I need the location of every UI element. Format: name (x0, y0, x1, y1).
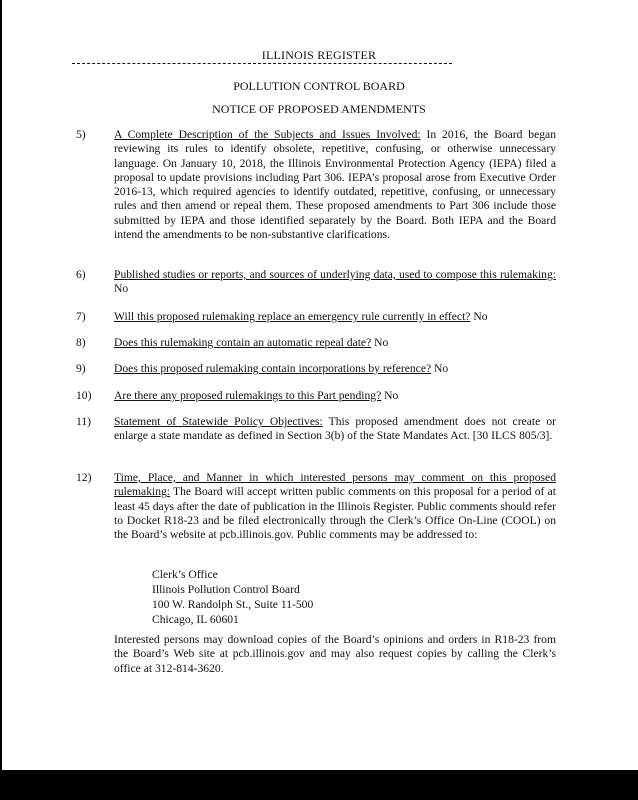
item-body: This proposed amendment does not create or enlarge a state mandate as defined in Section 3(b) of the State Mandates Act. [30 ILCS 805/3]. (114, 415, 557, 443)
item-number: 10) (76, 389, 92, 402)
item-8 (76, 336, 556, 350)
item-number: 5) (76, 128, 86, 141)
item-number: 6) (76, 268, 86, 281)
item-number: 8) (76, 336, 86, 349)
item-heading: Time, Place, and Manner in which interested persons may comment on this proposed rulemaking: (114, 471, 556, 499)
register-title: ILLINOIS REGISTER (261, 48, 377, 62)
item-heading: Statement of Statewide Policy Objectives: (114, 415, 323, 428)
board-name: POLLUTION CONTROL BOARD (233, 79, 405, 93)
item-5 (76, 128, 556, 242)
item-body: No (470, 310, 488, 323)
header-rule (72, 63, 452, 64)
item-body: No (371, 336, 389, 349)
item-heading: Does this proposed rulemaking contain incorporations by reference? (114, 362, 432, 375)
item-6 (76, 268, 556, 297)
address-line: Chicago, IL 60601 (152, 613, 239, 626)
address-line: Illinois Pollution Control Board (152, 583, 300, 596)
item-7 (76, 310, 556, 324)
item-11 (76, 415, 556, 444)
item-number: 12) (76, 471, 92, 484)
item-body: No (431, 362, 449, 375)
item-body: In 2016, the Board began reviewing its rules to identify obsolete, repetitive, confusing, or otherwise unnecessary language. On January 10, 2018, the Illinois Environmental Protection Agency (IEPA) filed a proposal to update provisions including Part 306. IEPA’s proposal arose from Executive Order 2016-13, which required agencies to identify outdated, repetitive, confusing, or unnecessary rules and then amend or repeal them. These proposed amendments to Part 306 include those submitted by IEPA and those identified separately by the Board. Both IEPA and the Board intend the amendments to be non-substantive clarifications. (114, 128, 556, 242)
item-12 (76, 471, 556, 542)
item-body: No (381, 389, 399, 402)
item-10 (76, 389, 556, 403)
closing-text: Interested persons may download copies of the Board’s opinions and orders in R18-23 from the Board’s Web site at pcb.illinois.gov and may also request copies by calling the Clerk’s office at 312-814-3620. (114, 633, 556, 675)
register-header (0, 48, 638, 63)
item-number: 11) (76, 415, 92, 428)
item-body: No (114, 282, 129, 296)
item-heading: Are there any proposed rulemakings to this Part pending? (114, 389, 382, 402)
notice-title: NOTICE OF PROPOSED AMENDMENTS (212, 102, 426, 116)
item-heading: Will this proposed rulemaking replace an emergency rule currently in effect? (114, 310, 471, 323)
address-line: Clerk’s Office (152, 568, 218, 581)
item-heading: A Complete Description of the Subjects and Issues Involved: (114, 128, 421, 141)
item-heading: Does this rulemaking contain an automatic repeal date? (114, 336, 372, 349)
item-number: 7) (76, 310, 86, 323)
closing-paragraph (76, 633, 556, 676)
address-line: 100 W. Randolph St., Suite 11-500 (152, 598, 314, 611)
item-body: The Board will accept written public comments on this proposal for a period of at least 45 days after the date of publication in the Illinois Register. Public comments should refer to Docket R18-23 and be filed electronically through the Clerk’s Office On-Line (COOL) on the Board’s website at pcb.illinois.gov. Public comments may be addressed to: (114, 485, 556, 542)
scan-bottom-bar (0, 770, 638, 800)
item-heading: Published studies or reports, and sources of underlying data, used to compose this rulemaking: (114, 268, 556, 281)
item-9 (76, 362, 556, 376)
mailing-address (152, 567, 313, 627)
item-number: 9) (76, 362, 86, 375)
